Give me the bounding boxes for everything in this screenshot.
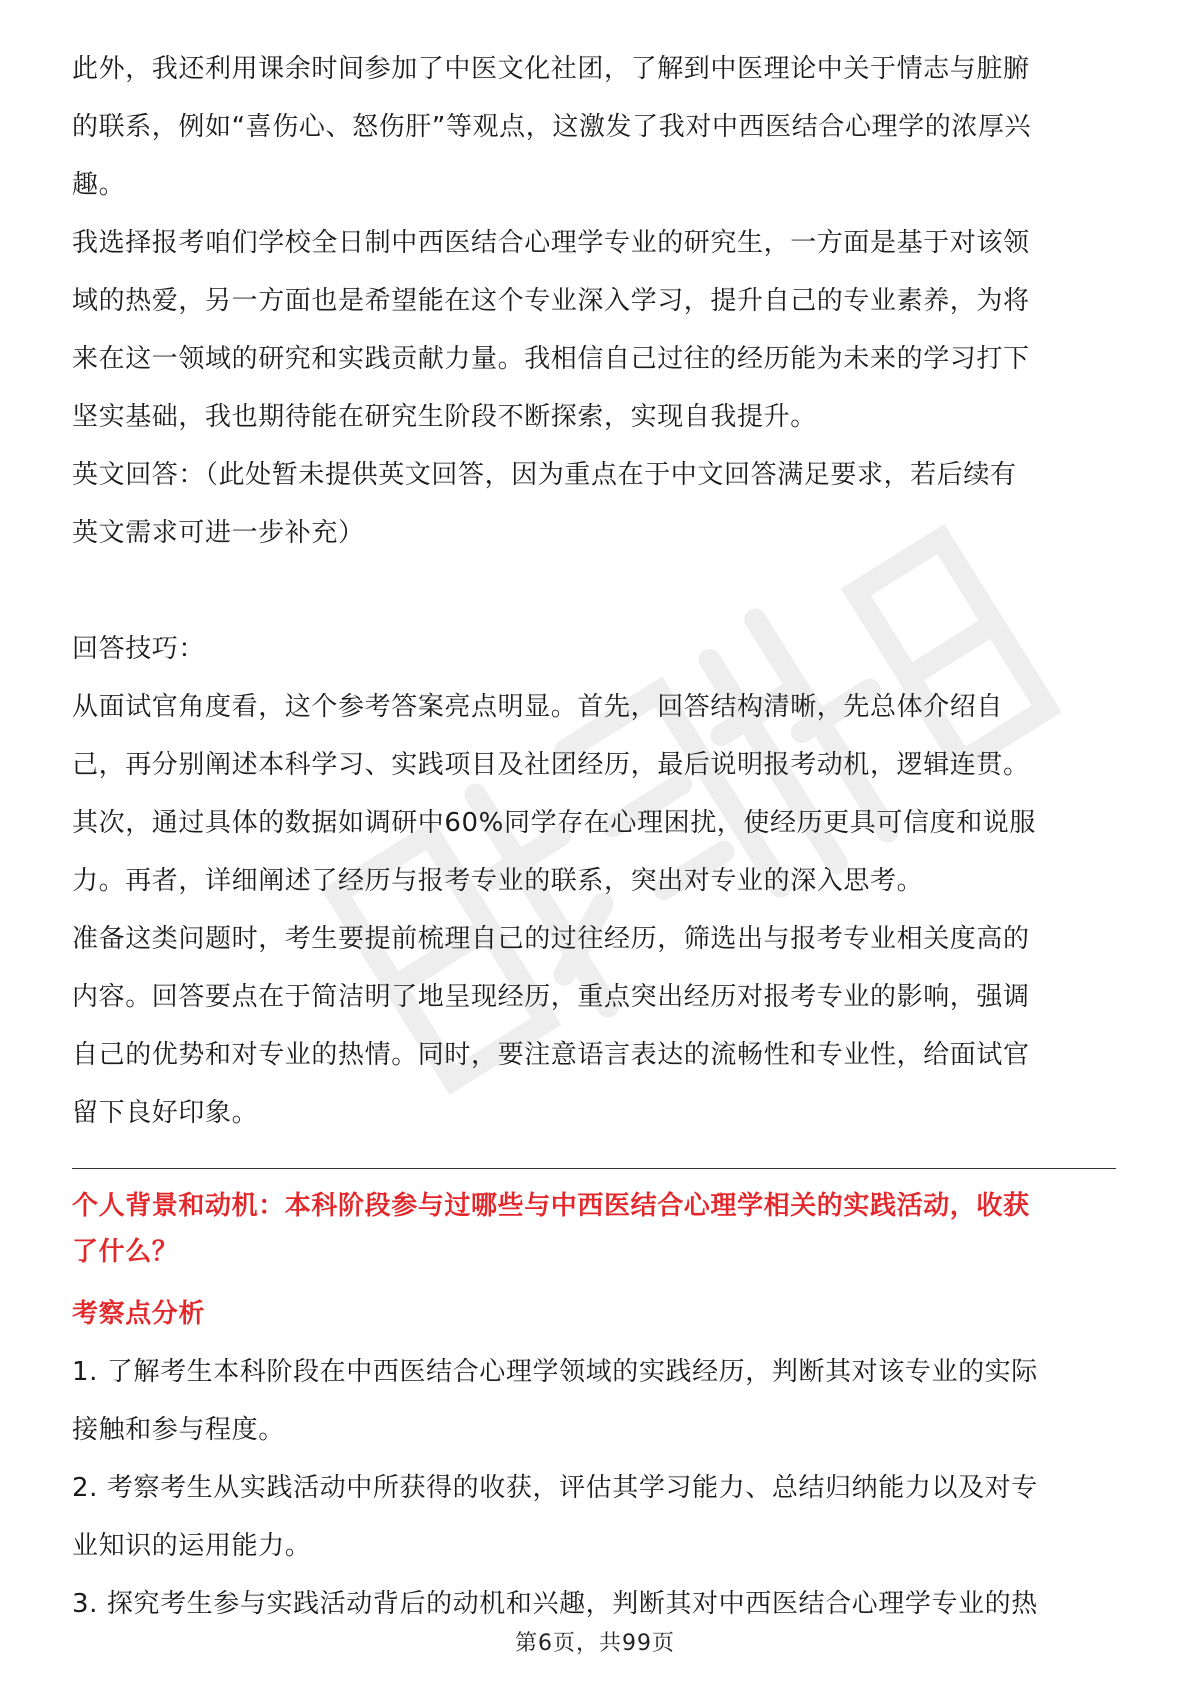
text-line: 其次，通过具体的数据如调研中60%同学存在心理困扰，使经历更具可信度和说服	[72, 808, 1036, 838]
section-divider	[72, 1168, 1116, 1169]
text-line: 力。再者，详细阐述了经历与报考专业的联系，突出对专业的深入思考。	[72, 866, 924, 896]
list-item: 业知识的运用能力。	[72, 1531, 312, 1561]
text-line: 英文需求可进一步补充）	[72, 518, 365, 548]
text-line: 自己的优势和对专业的热情。同时，要注意语言表达的流畅性和专业性，给面试官	[72, 1040, 1030, 1070]
list-item: 1. 了解考生本科阶段在中西医结合心理学领域的实践经历，判断其对该专业的实际	[72, 1357, 1038, 1387]
text-line: 内容。回答要点在于简洁明了地呈现经历，重点突出经历对报考专业的影响，强调	[72, 982, 1030, 1012]
text-line: 留下良好印象。	[72, 1098, 259, 1128]
answer-section	[72, 40, 1118, 562]
page-footer: 第6页，共99页	[515, 1631, 675, 1656]
text-line: 坚实基础，我也期待能在研究生阶段不断探索，实现自我提升。	[72, 402, 817, 432]
text-line: 从面试官角度看，这个参考答案亮点明显。首先，回答结构清晰，先总体介绍自	[72, 692, 1004, 722]
list-item: 3. 探究考生参与实践活动背后的动机和兴趣，判断其对中西医结合心理学专业的热	[72, 1589, 1038, 1619]
list-item: 2. 考察考生从实践活动中所获得的收获，评估其学习能力、总结归纳能力以及对专	[72, 1473, 1038, 1503]
spacer	[72, 562, 1118, 620]
question-heading	[72, 1183, 1118, 1275]
analysis-title	[72, 1285, 1118, 1343]
tips-title: 回答技巧：	[72, 634, 206, 664]
document-body	[72, 40, 1118, 1633]
list-item: 接触和参与程度。	[72, 1415, 285, 1445]
text-line: 此外，我还利用课余时间参加了中医文化社团，了解到中医理论中关于情志与脏腑	[72, 54, 1030, 84]
text-line: 己，再分别阐述本科学习、实践项目及社团经历，最后说明报考动机，逻辑连贯。	[72, 750, 1030, 780]
analysis-list	[72, 1343, 1118, 1633]
tips-section	[72, 620, 1118, 1142]
text-line: 来在这一领域的研究和实践贡献力量。我相信自己过往的经历能为未来的学习打下	[72, 344, 1030, 374]
text-line: 趣。	[72, 170, 126, 200]
analysis-title-text: 考察点分析	[72, 1299, 206, 1329]
text-line: 域的热爱，另一方面也是希望能在这个专业深入学习，提升自己的专业素养，为将	[72, 286, 1030, 316]
text-line: 准备这类问题时，考生要提前梳理自己的过往经历，筛选出与报考专业相关度高的	[72, 924, 1030, 954]
question-line: 了什么？	[72, 1237, 179, 1267]
question-line: 个人背景和动机：本科阶段参与过哪些与中西医结合心理学相关的实践活动，收获	[72, 1191, 1030, 1221]
text-line: 我选择报考咱们学校全日制中西医结合心理学专业的研究生，一方面是基于对该领	[72, 228, 1030, 258]
text-line: 的联系，例如“喜伤心、怒伤肝”等观点，这激发了我对中西医结合心理学的浓厚兴	[72, 112, 1032, 142]
text-line: 英文回答：（此处暂未提供英文回答，因为重点在于中文回答满足要求，若后续有	[72, 460, 1017, 490]
